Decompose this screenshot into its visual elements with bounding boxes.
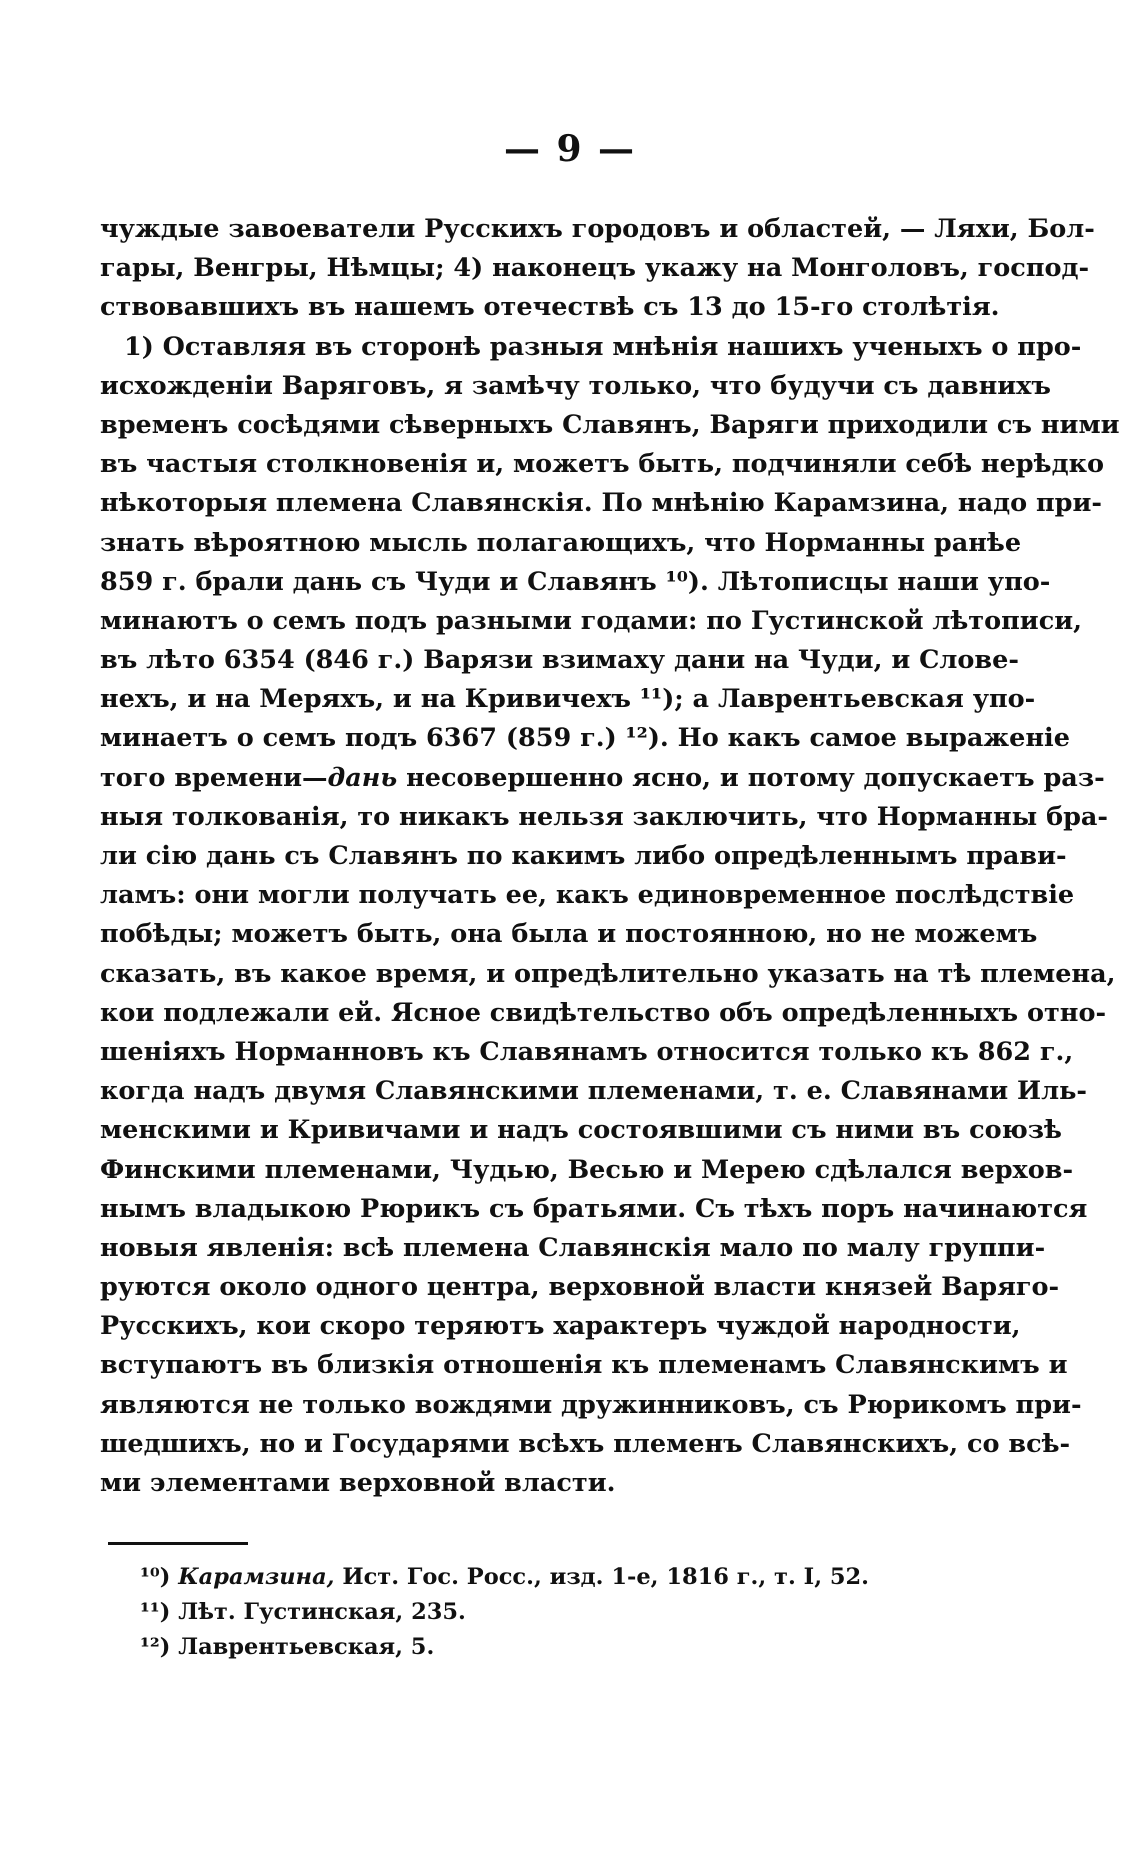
text-segment: того времени— bbox=[100, 762, 328, 793]
text-line: исхожденіи Варяговъ, я замѣчу только, что будучи съ давнихъ bbox=[100, 370, 1051, 401]
text-line: менскими и Кривичами и надъ состоявшими съ ними въ союзѣ bbox=[100, 1115, 1062, 1146]
text-line: новыя явленія: всѣ племена Славянскія мало по малу группи- bbox=[100, 1232, 1046, 1263]
footnote-mark: ¹⁰) bbox=[140, 1564, 171, 1590]
footnotes bbox=[140, 1560, 940, 1665]
text-line: шеніяхъ Норманновъ къ Славянамъ относится только къ 862 г., bbox=[100, 1036, 1074, 1067]
footnote-divider bbox=[108, 1542, 248, 1545]
text-line: временъ сосѣдями сѣверныхъ Славянъ, Варяги приходили съ ними bbox=[100, 409, 1120, 440]
text-line: Русскихъ, кои скоро теряютъ характеръ чуждой народности, bbox=[100, 1311, 1021, 1342]
text-line: минаютъ о семъ подъ разными годами: по Густинской лѣтописи, bbox=[100, 605, 1083, 636]
text-line: ли сію дань съ Славянъ по какимъ либо опредѣленнымъ прави- bbox=[100, 841, 1067, 871]
text-line-mixed bbox=[100, 759, 1105, 798]
text-line: нымъ владыкою Рюрикъ съ братьями. Съ тѣхъ поръ начинаются bbox=[100, 1193, 1088, 1224]
text-line: шедшихъ, но и Государями всѣхъ племенъ Славянскихъ, со всѣ- bbox=[100, 1428, 1071, 1459]
text-line: въ лѣто 6354 (846 г.) Варязи взимаху дани на Чуди, и Слове- bbox=[100, 645, 1019, 676]
footnote bbox=[140, 1630, 940, 1665]
text-line: ми элементами верховной власти. bbox=[100, 1468, 616, 1498]
text-line: нѣкоторыя племена Славянскія. По мнѣнію Карамзина, надо при- bbox=[100, 488, 1102, 519]
text-line: являются не только вождями дружинниковъ, съ Рюрикомъ при- bbox=[100, 1389, 1082, 1420]
footnote bbox=[140, 1560, 940, 1595]
text-line: когда надъ двумя Славянскими племенами, т. е. Славянами Иль- bbox=[100, 1076, 1088, 1107]
footnote-mark: ¹²) bbox=[140, 1634, 171, 1660]
text-line: вступаютъ въ близкія отношенія къ племенамъ Славянскимъ и bbox=[100, 1350, 1068, 1381]
text-line: знать вѣроятною мысль полагающихъ, что Норманны ранѣе bbox=[100, 527, 1022, 558]
page-number: — 9 — bbox=[503, 128, 637, 170]
main-text bbox=[100, 210, 1120, 1503]
text-line: ламъ: они могли получать ее, какъ единовременное послѣдствіе bbox=[100, 880, 1075, 911]
text-line: сказать, въ какое время, и опредѣлительно указать на тѣ племена, bbox=[100, 958, 1116, 989]
footnote-author: Карамзина, bbox=[178, 1564, 335, 1590]
text-line: чуждые завоеватели Русскихъ городовъ и областей, — Ляхи, Бол- bbox=[100, 214, 1095, 244]
text-line: гары, Венгры, Нѣмцы; 4) наконецъ укажу на Монголовъ, господ- bbox=[100, 253, 1090, 284]
text-line: 859 г. брали дань съ Чуди и Славянъ ¹⁰). Лѣтописцы наши упо- bbox=[100, 566, 1051, 597]
text-line: 1) Оставляя въ сторонѣ разныя мнѣнія нашихъ ученыхъ о про- bbox=[124, 331, 1082, 362]
text-line: кои подлежали ей. Ясное свидѣтельство объ опредѣленныхъ отно- bbox=[100, 997, 1107, 1028]
text-line: побѣды; можетъ быть, она была и постоянною, но не можемъ bbox=[100, 919, 1038, 950]
text-line: минаетъ о семъ подъ 6367 (859 г.) ¹²). Но какъ самое выраженіе bbox=[100, 723, 1070, 754]
text-line: Финскими племенами, Чудью, Весью и Мерею сдѣлался верхов- bbox=[100, 1154, 1074, 1185]
text-line: ствовавшихъ въ нашемъ отечествѣ съ 13 до 15-го столѣтія. bbox=[100, 292, 1000, 323]
footnote-mark: ¹¹) bbox=[140, 1599, 171, 1625]
text-line: нехъ, и на Меряхъ, и на Кривичехъ ¹¹); а Лаврентьевская упо- bbox=[100, 684, 1036, 715]
footnote bbox=[140, 1595, 940, 1630]
italic-word: дань bbox=[327, 762, 398, 793]
text-line: ныя толкованія, то никакъ нельзя заключить, что Норманны бра- bbox=[100, 801, 1109, 832]
footnote-text: Лаврентьевская, 5. bbox=[178, 1634, 435, 1660]
footnote-text: Лѣт. Густинская, 235. bbox=[178, 1599, 466, 1625]
footnote-text: Ист. Гос. Росс., изд. 1-е, 1816 г., т. I, 52. bbox=[342, 1564, 870, 1590]
text-line: въ частыя столкновенія и, можетъ быть, подчиняли себѣ нерѣдко bbox=[100, 449, 1104, 480]
text-segment: несовершенно ясно, и потому допускаетъ раз- bbox=[397, 762, 1105, 793]
text-line: руются около одного центра, верховной власти князей Варяго- bbox=[100, 1272, 1060, 1303]
